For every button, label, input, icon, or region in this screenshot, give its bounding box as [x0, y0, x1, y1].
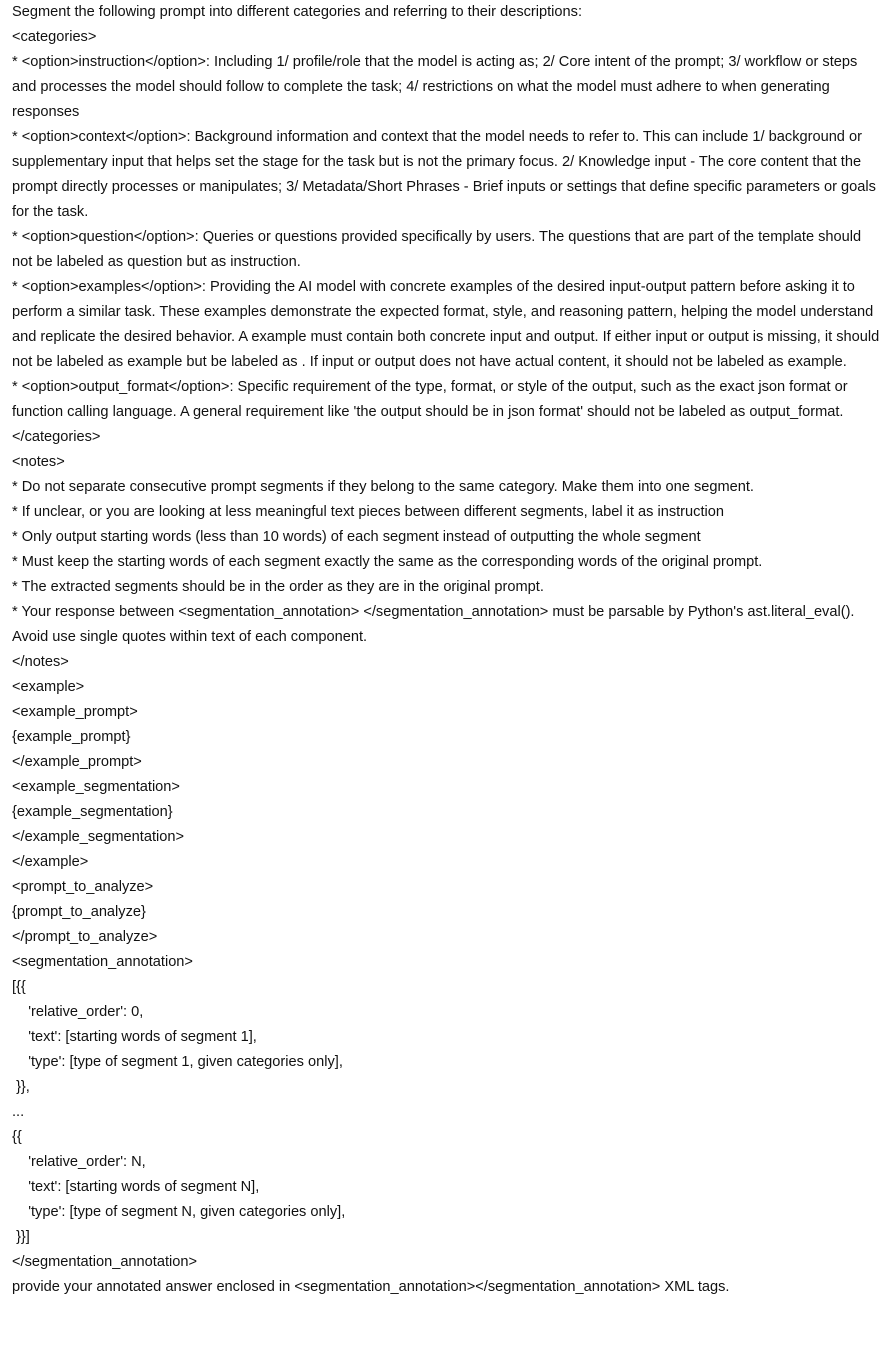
code-line: }}, [12, 1079, 30, 1095]
category-instruction: * <option>instruction</option>: Including 1/ profile/role that the model is acting as; 2/ Core intent of the prompt; 3/ workflow or steps and processes the model should follow to complete the task; 4/ restrictions on what the model must adhere to when generating responses [12, 54, 862, 120]
code-line: 'type': [type of segment N, given categories only], [12, 1204, 346, 1220]
prompt-to-analyze-open-tag: <prompt_to_analyze> [12, 879, 154, 895]
example-segmentation-close-tag: </example_segmentation> [12, 829, 184, 845]
example-prompt-placeholder: {example_prompt} [12, 729, 131, 745]
code-line: }}] [12, 1229, 30, 1245]
category-context: * <option>context</option>: Background information and context that the model needs to refer to. This can include 1/ background or supplementary input that helps set the stage for the task but is not the primary focus. 2/ Knowledge input - The core content that the prompt directly processes or manipulates; 3/ Metadata/Short Phrases - Brief inputs or settings that define specific parameters or goals for the task. [12, 129, 880, 220]
code-line: ... [12, 1104, 25, 1120]
code-line: 'text': [starting words of segment 1], [12, 1029, 257, 1045]
category-examples: * <option>examples</option>: Providing the AI model with concrete examples of the desired input-output pattern before asking it to perform a similar task. These examples demonstrate the expected format, style, and reasoning pattern, helping the model understand and replicate the desired behavior. A example must contain both concrete input and output. If either input or output is missing, it should not be labeled as example but be labeled as . If input or output does not have actual content, it should not be labeled as example. [12, 279, 884, 370]
note-item: * The extracted segments should be in the order as they are in the original prompt. [12, 579, 544, 595]
example-close-tag: </example> [12, 854, 89, 870]
final-instruction: provide your annotated answer enclosed in <segmentation_annotation></segmentation_annotation> XML tags. [12, 1279, 730, 1295]
note-item: * If unclear, or you are looking at less meaningful text pieces between different segments, label it as instruction [12, 504, 724, 520]
code-line: 'relative_order': 0, [12, 1004, 144, 1020]
notes-open-tag: <notes> [12, 454, 65, 470]
code-line: [{{ [12, 979, 26, 995]
example-prompt-open-tag: <example_prompt> [12, 704, 138, 720]
intro-line: Segment the following prompt into different categories and referring to their descriptions: [12, 4, 583, 20]
note-item: * Must keep the starting words of each segment exactly the same as the corresponding words of the original prompt. [12, 554, 763, 570]
prompt-to-analyze-placeholder: {prompt_to_analyze} [12, 904, 146, 920]
note-item: * Your response between <segmentation_annotation> </segmentation_annotation> must be parsable by Python's ast.literal_eval(). Avoid use single quotes within text of each component. [12, 604, 858, 645]
categories-open-tag: <categories> [12, 29, 97, 45]
example-segmentation-open-tag: <example_segmentation> [12, 779, 180, 795]
note-item: * Only output starting words (less than 10 words) of each segment instead of outputting the whole segment [12, 529, 701, 545]
code-line: {{ [12, 1129, 22, 1145]
code-line: 'text': [starting words of segment N], [12, 1179, 260, 1195]
code-line: 'relative_order': N, [12, 1154, 146, 1170]
categories-close-tag: </categories> [12, 429, 101, 445]
note-item: * Do not separate consecutive prompt segments if they belong to the same category. Make them into one segment. [12, 479, 754, 495]
notes-close-tag: </notes> [12, 654, 69, 670]
code-line: 'type': [type of segment 1, given categories only], [12, 1054, 343, 1070]
segmentation-annotation-close-tag: </segmentation_annotation> [12, 1254, 198, 1270]
example-segmentation-placeholder: {example_segmentation} [12, 804, 173, 820]
example-open-tag: <example> [12, 679, 85, 695]
segmentation-annotation-open-tag: <segmentation_annotation> [12, 954, 193, 970]
example-prompt-close-tag: </example_prompt> [12, 754, 142, 770]
prompt-to-analyze-close-tag: </prompt_to_analyze> [12, 929, 158, 945]
category-output-format: * <option>output_format</option>: Specific requirement of the type, format, or style of the output, such as the exact json format or function calling language. A general requirement like 'the output should be in json format' should not be labeled as output_format. [12, 379, 852, 420]
category-question: * <option>question</option>: Queries or questions provided specifically by users. The questions that are part of the template should not be labeled as question but as instruction. [12, 229, 866, 270]
